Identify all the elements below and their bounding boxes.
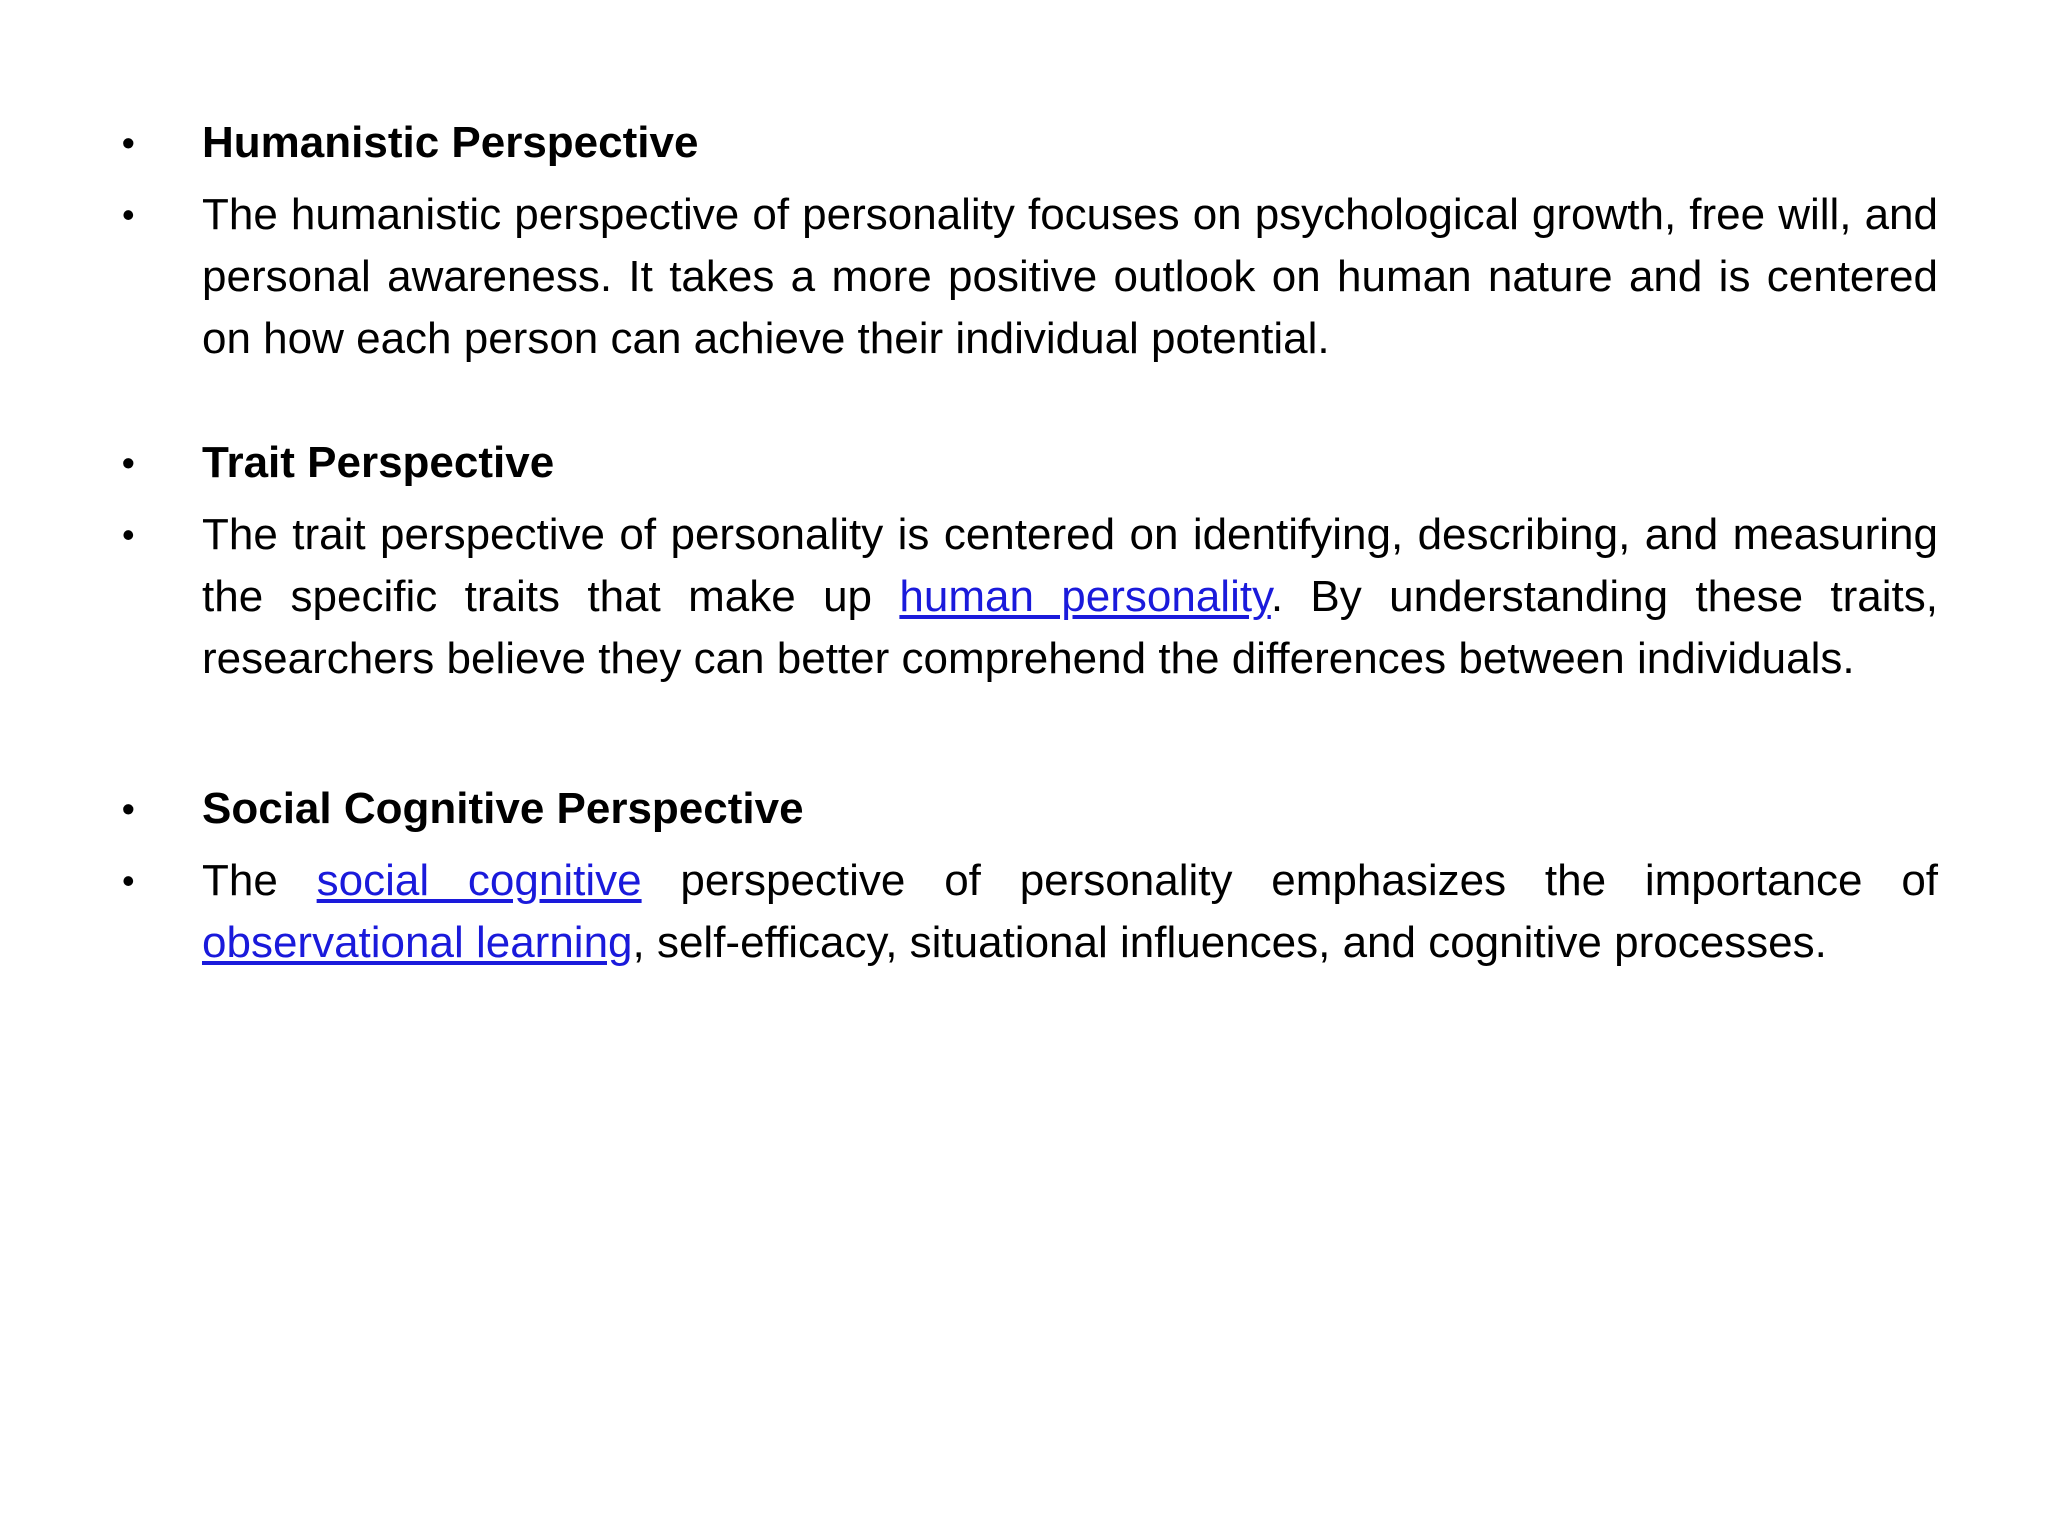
social-cognitive-link[interactable]: social cognitive (316, 856, 642, 905)
social-cognitive-body-item (118, 850, 1938, 974)
observational-learning-link[interactable]: observational learning (202, 918, 633, 967)
humanistic-heading-item (118, 112, 1938, 174)
social-cognitive-body-text-1: The (202, 856, 317, 905)
bullet-icon: • (122, 122, 135, 163)
trait-heading-item (118, 432, 1938, 494)
humanistic-body-item (118, 184, 1938, 370)
bullet-list (118, 112, 1938, 974)
social-cognitive-heading: Social Cognitive Perspective (202, 784, 804, 833)
humanistic-heading: Humanistic Perspective (202, 118, 699, 167)
bullet-icon: • (122, 194, 135, 235)
social-cognitive-body-text-3: , self-efficacy, situational influences, and cognitive processes. (632, 918, 1827, 967)
bullet-icon: • (122, 860, 135, 901)
humanistic-body-text: The humanistic perspective of personality focuses on psychological growth, free will, and personal awareness. It takes a more positive outlook on human nature and is centered on how each person can achieve their individual potential. (202, 190, 1938, 363)
social-cognitive-heading-item (118, 778, 1938, 840)
bullet-icon: • (122, 442, 135, 483)
human-personality-link[interactable]: human personality (899, 572, 1271, 621)
trait-heading: Trait Perspective (202, 438, 555, 487)
bullet-icon: • (122, 514, 135, 555)
social-cognitive-body-text-2: perspective of personality emphasizes the importance of (641, 856, 1939, 905)
trait-body-item (118, 504, 1938, 690)
trait-body-text-1: The trait perspective of personality is centered on identifying, describing, and measuring the specific traits that make up (202, 510, 1938, 621)
trait-body-text-2: . By understanding these traits, researchers believe they can better comprehend the differences between individuals. (202, 572, 1938, 683)
bullet-icon: • (122, 788, 135, 829)
